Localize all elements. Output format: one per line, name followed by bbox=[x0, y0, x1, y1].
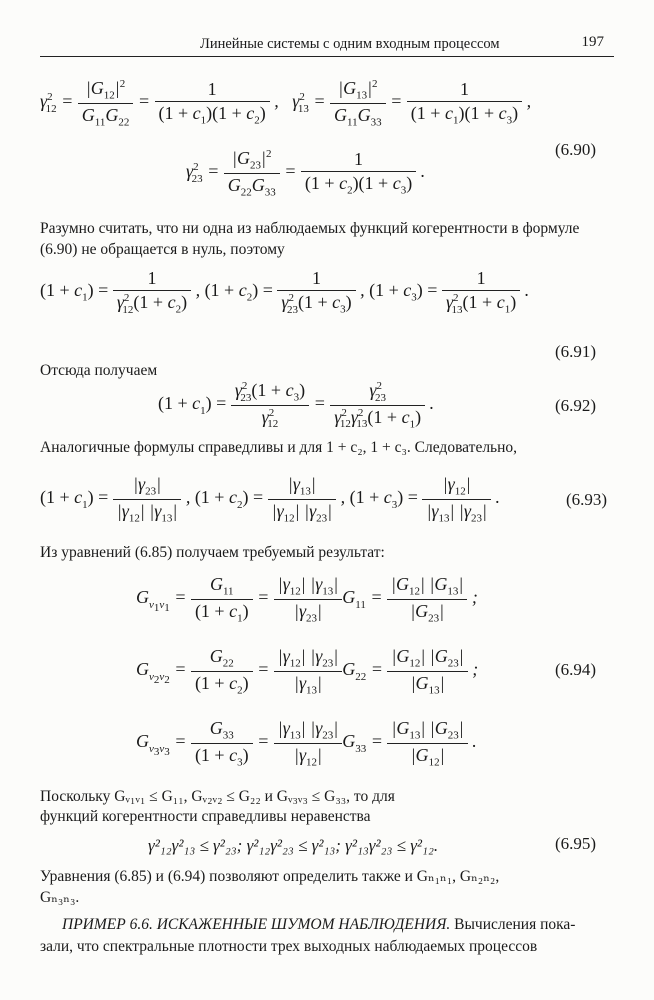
paragraph-since-line2: функций когерентности справедливы неравенства bbox=[40, 808, 371, 825]
equation-6-95: γ²₁₂γ²₁₃ ≤ γ²₂₃; γ²₁₂γ²₂₃ ≤ γ²₁₃; γ²₁₃γ²₂₃ ≤ γ²₁₂. bbox=[148, 836, 439, 855]
equation-6-93: $(1 + c_1)$ = $\frac{|\gamma_{23}|}{|\gamma_{12}| |\gamma_{13}|}$ , $(1 + c_2)$ = $\frac{|\gamma_{13}|}{|\gamma_{12}| |\gamma_{23}|}$ , $(1 + c_3)$ = $\frac{|\gamma_{12}|}{|\gamma_{13}| |\gamma_{23}|}$ . bbox=[40, 474, 500, 525]
page-number: 197 bbox=[581, 34, 604, 50]
example-heading: ПРИМЕР 6.6. ИСКАЖЕННЫЕ ШУМОМ НАБЛЮДЕНИЯ. bbox=[62, 916, 451, 933]
paragraph-similar-formulas: Аналогичные формулы справедливы и для 1 + c₂, 1 + c₃. Следовательно, bbox=[40, 439, 518, 456]
paragraph-since-line1: Поскольку Gᵥ₁ᵥ₁ ≤ G₁₁, Gᵥ₂ᵥ₂ ≤ G₂₂ и Gᵥ₃ᵥ₃ ≤ G₃₃, то для bbox=[40, 788, 395, 805]
example-text-start: Вычисления пока- bbox=[450, 916, 576, 933]
equation-number-6-95: (6.95) bbox=[555, 834, 597, 853]
equation-number-6-92: (6.92) bbox=[555, 396, 597, 415]
equation-number-6-91: (6.91) bbox=[555, 342, 597, 361]
example-6-6-line1 bbox=[62, 914, 575, 936]
paragraph-hence: Отсюда получаем bbox=[40, 362, 158, 379]
equation-6-90-line2: $\gamma^2_{23}$ = $\frac{|G_{23}|^2}{G_{22}G_{33}}$ = $\frac{1}{(1 + c_2)(1 + c_3)}$ . bbox=[186, 148, 426, 199]
equation-6-91: $(1 + c_1)$ = $\frac{1}{\gamma^2_{12}(1 + c_2)}$ , $(1 + c_2)$ = $\frac{1}{\gamma^2_{23}(1 + c_3)}$ , $(1 + c_3)$ = $\frac{1}{\gamma^2_{13}(1 + c_1)}$ . bbox=[40, 268, 530, 316]
equation-6-94-line1: $G_{v_1v_1}$ = $\frac{G_{11}}{(1 + c_1)}$ = $\frac{|\gamma_{12}| |\gamma_{13}|}{|\gamma_{23}|}$ $G_{11}$ = $\frac{|G_{12}| |G_{13}|}{|G_{23}|}$ ; bbox=[136, 574, 478, 625]
equation-number-6-93: (6.93) bbox=[566, 490, 608, 509]
equation-6-90-line1: $\gamma^2_{12}$ = $\frac{|G_{12}|^2}{G_{11}G_{22}}$ = $\frac{1}{(1 + c_1)(1 + c_2)}$ , $\gamma^2_{13}$ = $\frac{|G_{13}|^2}{G_{11}G_{33}}$ = $\frac{1}{(1 + c_1)(1 + c_3)}$ , bbox=[40, 78, 532, 129]
paragraph-from-equations: Из уравнений (6.85) получаем требуемый результат: bbox=[40, 544, 385, 561]
paragraph-equations-allow-line1: Уравнения (6.85) и (6.94) позволяют определить также и Gₙ₁ₙ₁, Gₙ₂ₙ₂, bbox=[40, 868, 500, 885]
paragraph-equations-allow-line2: Gₙ₃ₙ₃. bbox=[40, 889, 80, 906]
running-header bbox=[40, 34, 614, 57]
example-6-6-line2: зали, что спектральные плотности трех выходных наблюдаемых процессов bbox=[40, 938, 538, 955]
paragraph-nonzero-coherence: Разумно считать, что ни одна из наблюдаемых функций когерентности в формуле (6.90) не обращается в нуль, поэтому bbox=[40, 220, 580, 258]
equation-6-92: $(1 + c_1)$ = $\frac{\gamma^2_{23}(1 + c_3)}{\gamma^2_{12}}$ = $\frac{\gamma^2_{23}}{\gamma^2_{12}\gamma^2_{13}(1 + c_1)}$ . bbox=[158, 380, 435, 431]
running-title: Линейные системы с одним входным процессом bbox=[200, 36, 500, 52]
equation-6-94-line3: $G_{v_3v_3}$ = $\frac{G_{33}}{(1 + c_3)}$ = $\frac{|\gamma_{13}| |\gamma_{23}|}{|\gamma_{12}|}$ $G_{33}$ = $\frac{|G_{13}| |G_{23}|}{|G_{12}|}$ . bbox=[136, 718, 477, 769]
equation-6-94-line2: $G_{v_2v_2}$ = $\frac{G_{22}}{(1 + c_2)}$ = $\frac{|\gamma_{12}| |\gamma_{23}|}{|\gamma_{13}|}$ $G_{22}$ = $\frac{|G_{12}| |G_{23}|}{|G_{13}|}$ ; bbox=[136, 646, 479, 697]
equation-number-6-90: (6.90) bbox=[555, 140, 597, 159]
equation-number-6-94: (6.94) bbox=[555, 660, 597, 679]
